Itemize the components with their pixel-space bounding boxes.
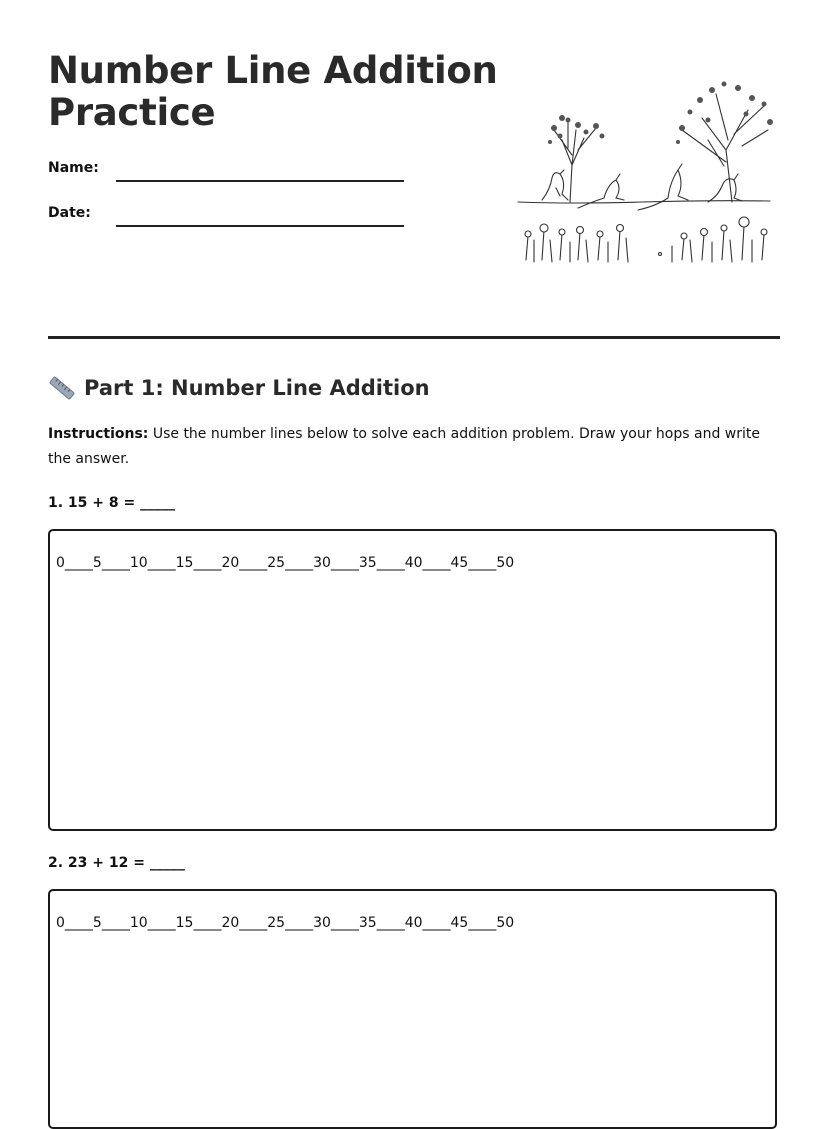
name-field[interactable]: [116, 180, 404, 182]
section-divider: [48, 336, 780, 339]
name-label: Name:: [48, 160, 99, 176]
problem-2-number-line: 0____5____10____15____20____25____30____35____40____45____50: [56, 915, 515, 931]
instructions-label: Instructions:: [48, 426, 149, 442]
page-title: Number Line Addition Practice: [48, 49, 498, 134]
date-field[interactable]: [116, 225, 404, 227]
problem-1-work-area[interactable]: [48, 529, 777, 831]
problem-1-label: 1. 15 + 8 = _____: [48, 495, 176, 511]
problem-1-number-line: 0____5____10____15____20____25____30____35____40____45____50: [56, 555, 515, 571]
part1-title: Part 1: Number Line Addition: [84, 376, 430, 400]
ruler-icon: [48, 374, 76, 402]
instructions-body: Use the number lines below to solve each addition problem. Draw your hops and write the answer.: [48, 426, 760, 467]
problem-2-work-area[interactable]: [48, 889, 777, 1129]
instructions-text: [48, 422, 780, 472]
kangaroos-trees-flowers-illustration: [512, 70, 776, 280]
part1-heading: [48, 374, 430, 402]
problem-2-label: 2. 23 + 12 = _____: [48, 855, 185, 871]
date-label: Date:: [48, 205, 91, 221]
